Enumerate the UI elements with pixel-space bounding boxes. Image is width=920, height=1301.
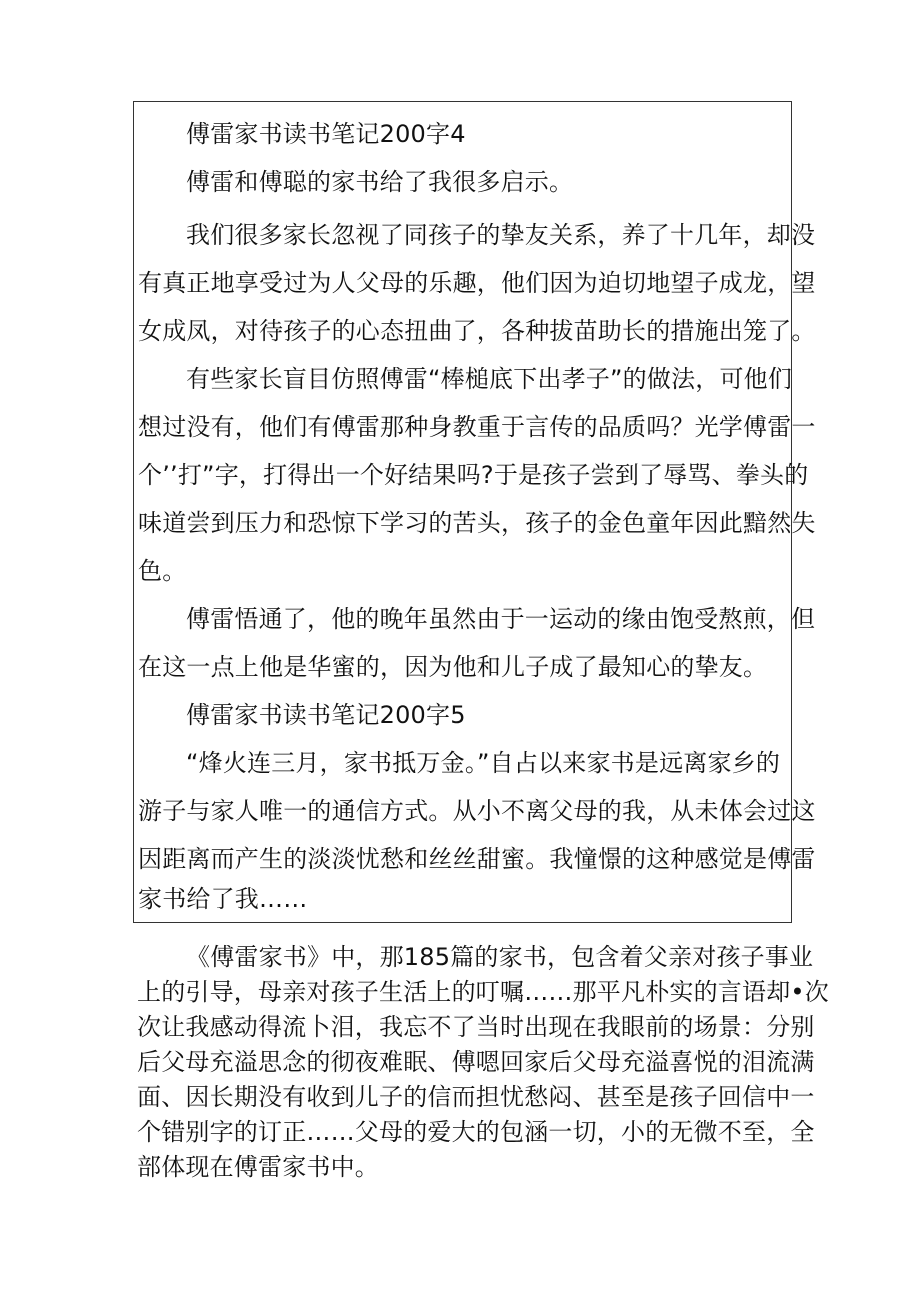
- outer-text-line: 个错别字的订正……父母的爱大的包涵一切，小的无微不至，全: [137, 1118, 815, 1146]
- text-line: “烽火连三月，家书抵万金。”自占以来家书是远离家乡的: [186, 749, 781, 777]
- text-line: 傅雷和傅聪的家书给了我很多启示。: [186, 168, 574, 196]
- heading-notes-4: 傅雷家书读书笔记200字4: [186, 120, 466, 148]
- outer-text-line: 后父母充溢思念的彻夜难眠、傅嗯回家后父母充溢喜悦的泪流满: [137, 1048, 815, 1076]
- text-line: 有些家长盲目仿照傅雷“棒槌底下出孝子”的做法，可他们: [186, 365, 793, 393]
- outer-text-line: 上的引导，母亲对孩子生活上的叮嘱……那平凡朴实的言语却•次: [137, 978, 829, 1006]
- text-line: 因距离而产生的淡淡忧愁和丝丝甜蜜。我憧憬的这种感觉是傅雷: [138, 845, 816, 873]
- text-line: 色。: [138, 557, 187, 585]
- text-line: 味道尝到压力和恐惊下学习的苦头，孩子的金色童年因此黯然失: [138, 509, 816, 537]
- text-line: 女成凤，对待孩子的心态扭曲了，各种拔苗助长的措施出笼了。: [138, 317, 816, 345]
- text-line: 我们很多家长忽视了同孩子的挚友关系，养了十几年，却没: [186, 221, 816, 249]
- text-line: 想过没有，他们有傅雷那种身教重于言传的品质吗？光学傅雷一: [138, 413, 816, 441]
- outer-text-line: 次让我感动得流卜泪，我忘不了当时出现在我眼前的场景：分别: [137, 1013, 815, 1041]
- bordered-text-box: [133, 101, 816, 923]
- outer-text-line: 面、因长期没有收到儿子的信而担忧愁闷、甚至是孩子回信中一: [137, 1083, 815, 1111]
- outer-text-line: 部体现在傅雷家书中。: [137, 1153, 379, 1181]
- text-line: 在这一点上他是华蜜的，因为他和儿子成了最知心的挚友。: [138, 653, 768, 681]
- text-line: 傅雷悟通了，他的晚年虽然由于一运动的缘由饱受熬煎，但: [186, 605, 816, 633]
- text-line: 有真正地享受过为人父母的乐趣，他们因为迫切地望子成龙，望: [138, 269, 816, 297]
- text-line: 个’’打”字，打得出一个好结果吗?于是孩子尝到了辱骂、拳头的: [138, 461, 809, 489]
- outer-text-line: 《傅雷家书》中，那185篇的家书，包含着父亲对孩子事业: [186, 943, 814, 971]
- text-line: 家书给了我……: [138, 885, 308, 913]
- text-line: 游子与家人唯一的通信方式。从小不离父母的我，从未体会过这: [138, 797, 816, 825]
- heading-notes-5: 傅雷家书读书笔记200字5: [186, 701, 466, 729]
